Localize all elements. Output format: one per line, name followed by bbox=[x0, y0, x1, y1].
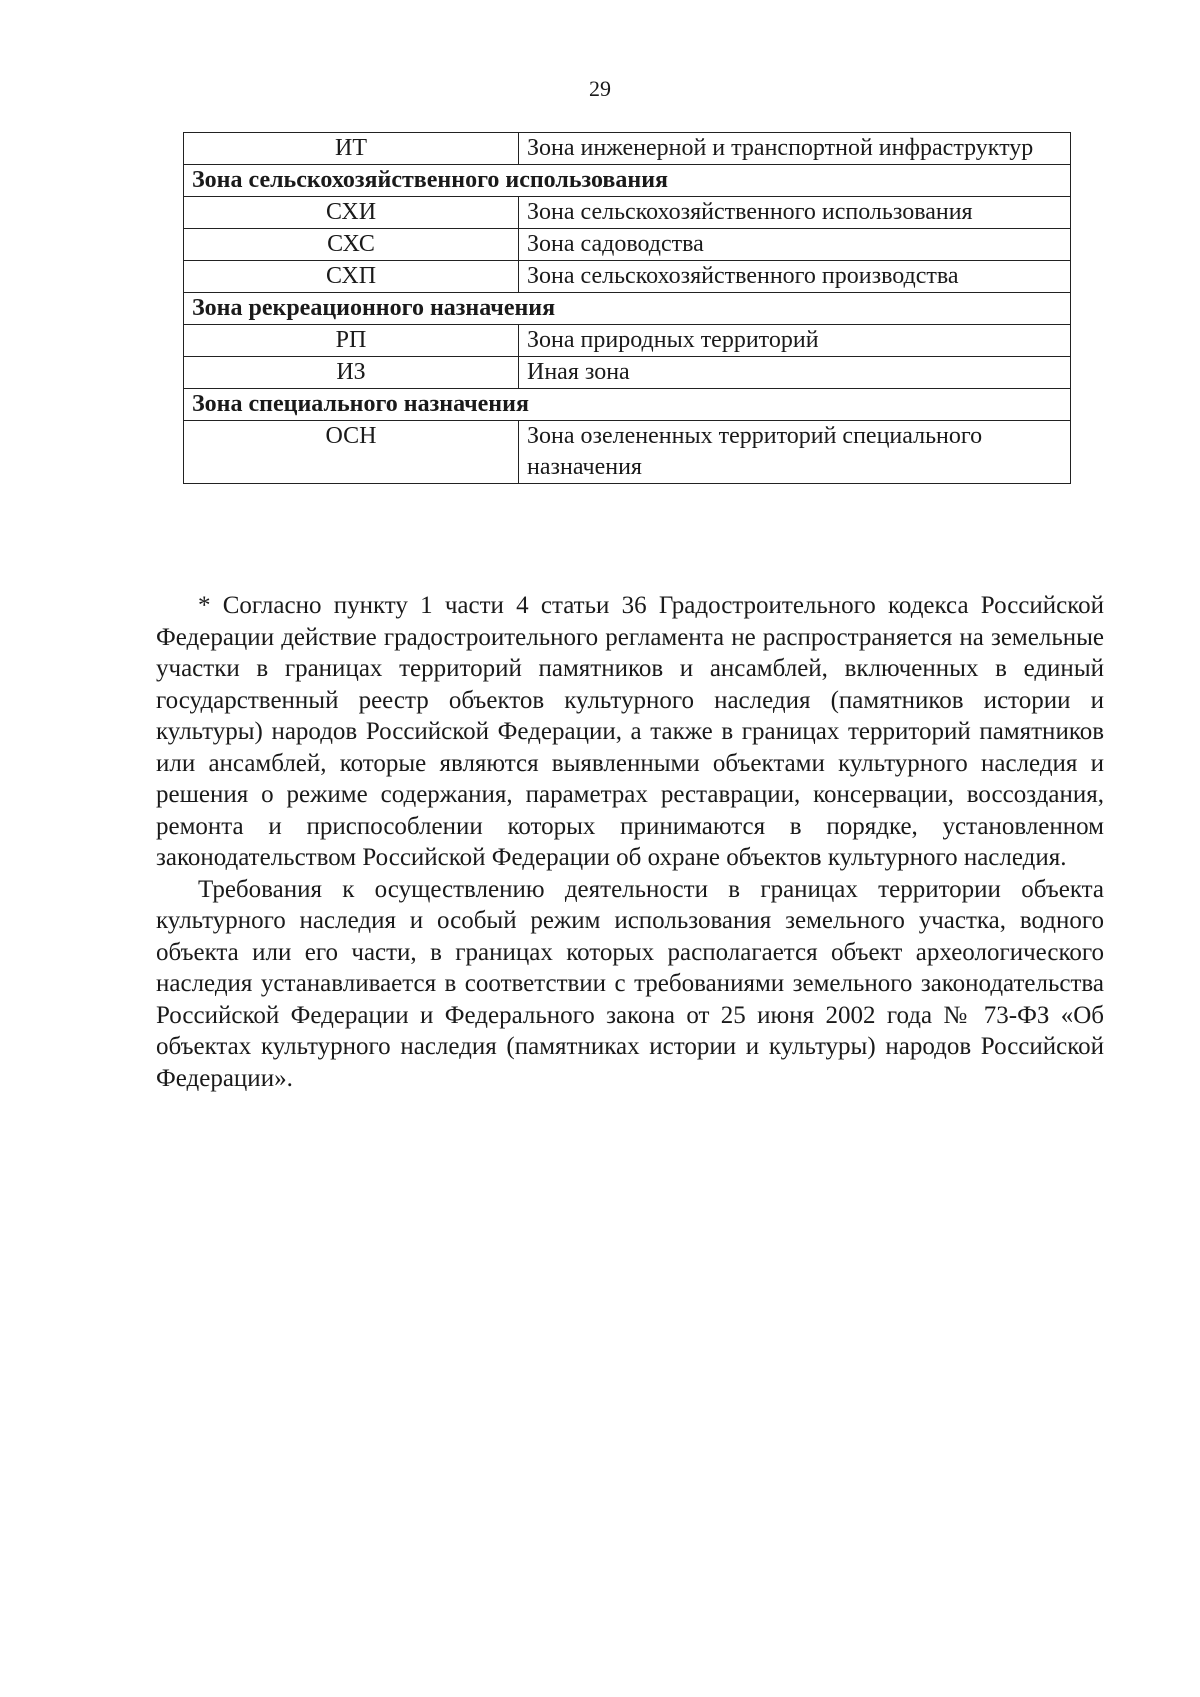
zones-table bbox=[183, 132, 1071, 484]
footnote-paragraph: * Согласно пункту 1 части 4 статьи 36 Градостроительного кодекса Российской Федерации действие градостроительного регламента не распространяется на земельные участки в границах территорий памятников и ансамблей, включенных в единый государственный реестр объектов культурного наследия (памятников истории и культуры) народов Российской Федерации, а также в границах территорий памятников или ансамблей, которые являются выявленными объектами культурного наследия и решения о режиме содержания, параметрах реставрации, консервации, воссоздания, ремонта и приспособлении которых принимаются в порядке, установленном законодательством Российской Федерации об охране объектов культурного наследия. bbox=[156, 592, 1104, 871]
zone-description: Иная зона bbox=[519, 357, 1071, 389]
zone-code: СХС bbox=[184, 229, 519, 261]
table-row bbox=[184, 325, 1071, 357]
zone-code: ИЗ bbox=[184, 357, 519, 389]
zone-code: ИТ bbox=[184, 133, 519, 165]
zone-description: Зона озелененных территорий специального назначения bbox=[519, 421, 1071, 484]
table-section-row bbox=[184, 293, 1071, 325]
table-row bbox=[184, 229, 1071, 261]
zone-code: СХИ bbox=[184, 197, 519, 229]
zone-code: СХП bbox=[184, 261, 519, 293]
table-row bbox=[184, 261, 1071, 293]
table-section-row bbox=[184, 165, 1071, 197]
zone-description: Зона сельскохозяйственного использования bbox=[519, 197, 1071, 229]
zone-code: РП bbox=[184, 325, 519, 357]
body-text bbox=[156, 590, 1104, 1094]
zone-description: Зона природных территорий bbox=[519, 325, 1071, 357]
zone-section-title: Зона специального назначения bbox=[184, 389, 1071, 421]
page-number: 29 bbox=[589, 76, 611, 101]
zone-code: ОСН bbox=[184, 421, 519, 484]
zone-description: Зона садоводства bbox=[519, 229, 1071, 261]
zone-description: Зона сельскохозяйственного производства bbox=[519, 261, 1071, 293]
zone-section-title: Зона сельскохозяйственного использования bbox=[184, 165, 1071, 197]
table-row bbox=[184, 133, 1071, 165]
table-row bbox=[184, 197, 1071, 229]
table-row bbox=[184, 357, 1071, 389]
requirements-paragraph: Требования к осуществлению деятельности в границах территории объекта культурного наследия и особый режим использования земельного участка, водного объекта или его части, в границах которых располагается объект археологического наследия устанавливается в соответствии с требованиями земельного законодательства Российской Федерации и Федерального закона от 25 июня 2002 года № 73-ФЗ «Об объектах культурного наследия (памятниках истории и культуры) народов Российской Федерации». bbox=[156, 875, 1104, 1092]
table-section-row bbox=[184, 389, 1071, 421]
zone-description: Зона инженерной и транспортной инфраструктур bbox=[519, 133, 1071, 165]
zone-section-title: Зона рекреационного назначения bbox=[184, 293, 1071, 325]
table-row bbox=[184, 421, 1071, 484]
